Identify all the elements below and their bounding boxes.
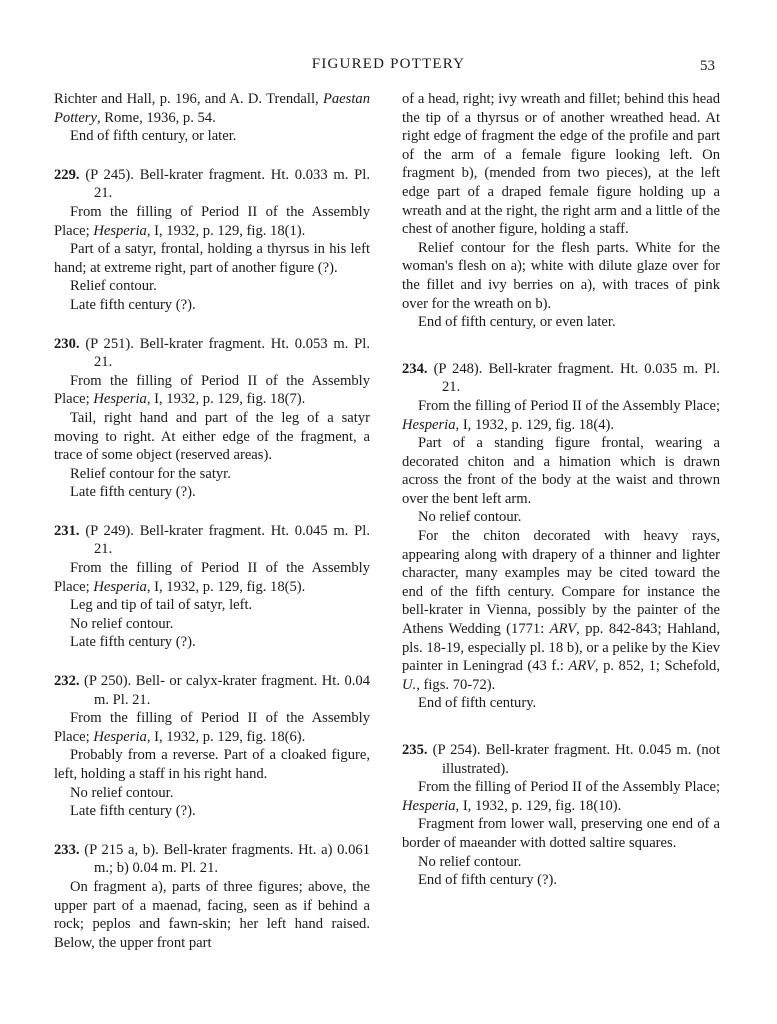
contour-note: No relief contour.	[70, 784, 174, 801]
date-note: End of fifth century (?).	[418, 872, 557, 889]
description: Part of a satyr, frontal, holding a thyrsus in his left hand; at extreme right, part of another figure (?).	[54, 241, 370, 276]
book-title: Paestan Pottery	[54, 91, 370, 126]
catalog-entry-233	[54, 841, 370, 953]
date-note: End of fifth century, or even later.	[418, 314, 616, 331]
date-note: Late fifth century (?).	[70, 484, 196, 501]
left-column	[54, 90, 370, 952]
entry-heading: 233. (P 215 a, b). Bell-krater fragments. Ht. a) 0.061 m.; b) 0.04 m. Pl. 21.	[54, 841, 370, 877]
continued-reference: Richter and Hall, p. 196, and A. D. Trendall, Paestan Pottery, Rome, 1936, p. 54.	[54, 91, 370, 126]
catalog-entry-235	[402, 741, 720, 890]
description: On fragment a), parts of three figures; above, the upper part of a maenad, facing, seen as if behind a rock; peplos and fawn-skin; her left hand raised. Below, the upper front part	[54, 878, 370, 951]
catalog-number: 231.	[54, 522, 80, 539]
catalog-entry-229	[54, 166, 370, 315]
catalog-number: 230.	[54, 335, 80, 352]
provenance: From the filling of Period II of the Assembly Place; Hesperia, I, 1932, p. 129, fig. 18(4).	[402, 397, 720, 433]
catalog-entry-232	[54, 672, 370, 821]
catalog-entry-231	[54, 522, 370, 652]
right-column	[402, 90, 720, 890]
catalog-number: 229.	[54, 166, 80, 183]
contour-note: Relief contour.	[70, 278, 157, 295]
date-note: Late fifth century (?).	[70, 634, 196, 651]
entry-heading: 232. (P 250). Bell- or calyx-krater fragment. Ht. 0.04 m. Pl. 21.	[54, 673, 370, 708]
catalog-number: 234.	[402, 360, 428, 377]
discussion: For the chiton decorated with heavy rays, appearing along with drapery of a thinner and lighter character, many examples may be cited toward the end of the fifth century. Compare for instance the bell-krater in Vienna, possibly by the painter of the Athens Wedding (1771: ARV, pp. 842-843; Hahland, pls. 18-19, especially pl. 18 b), or a pelike by the Kiev painter in Leningrad (43 f.: ARV, p. 852, 1; Schefold, U., figs. 70-72).	[402, 528, 720, 693]
page-number: 53	[700, 58, 715, 74]
catalog-number: 235.	[402, 742, 428, 758]
catalog-number: 232.	[54, 673, 80, 690]
provenance: From the filling of Period II of the Assembly Place; Hesperia, I, 1932, p. 129, fig. 18(1).	[54, 203, 370, 239]
entry-heading: 231. (P 249). Bell-krater fragment. Ht. 0.045 m. Pl. 21.	[54, 522, 370, 558]
description: of a head, right; ivy wreath and fillet; behind this head the tip of a thyrsus or of another wreathed head. At right edge of fragment the edge of the profile and part of the arm of a female figure looking left. On fragment b), (mended from two pieces), at the left edge part of a draped female figure holding up a wreath and at the right, the right arm and a little of the chest of another figure, holding a staff.	[402, 91, 720, 238]
contour-note: Relief contour for the flesh parts. White for the woman's flesh on a); white with dilute glaze over for the fillet and ivy berries on a), with traces of pink over for the wreath on b).	[402, 239, 720, 312]
provenance: From the filling of Period II of the Assembly Place; Hesperia, I, 1932, p. 129, fig. 18(7).	[54, 372, 370, 408]
entry-heading: 229. (P 245). Bell-krater fragment. Ht. 0.033 m. Pl. 21.	[54, 166, 370, 202]
provenance: From the filling of Period II of the Assembly Place; Hesperia, I, 1932, p. 129, fig. 18(6).	[54, 710, 370, 745]
provenance: From the filling of Period II of the Assembly Place; Hesperia, I, 1932, p. 129, fig. 18(10).	[402, 779, 720, 814]
description: Probably from a reverse. Part of a cloaked figure, left, holding a staff in his right hand.	[54, 747, 370, 782]
catalog-number: 233.	[54, 841, 80, 858]
date-note: End of fifth century.	[418, 695, 537, 712]
running-header: FIGURED POTTERY	[311, 56, 466, 72]
description: Tail, right hand and part of the leg of a satyr moving to right. At either edge of the fragment, a trace of some object (reserved areas).	[54, 409, 370, 464]
catalog-entry-234	[402, 360, 720, 713]
description: Leg and tip of tail of satyr, left.	[70, 597, 253, 614]
entry-heading: 230. (P 251). Bell-krater fragment. Ht. 0.053 m. Pl. 21.	[54, 335, 370, 371]
contour-note: No relief contour.	[418, 853, 522, 870]
date-note: Late fifth century (?).	[70, 803, 196, 820]
contour-note: No relief contour.	[418, 509, 522, 526]
description: Part of a standing figure frontal, wearing a decorated chiton and a himation which is drawn across the front of the body at the waist and thrown over the bent left arm.	[402, 435, 720, 507]
provenance: From the filling of Period II of the Assembly Place; Hesperia, I, 1932, p. 129, fig. 18(5).	[54, 560, 370, 595]
contour-note: Relief contour for the satyr.	[70, 465, 231, 482]
entry-heading: 234. (P 248). Bell-krater fragment. Ht. 0.035 m. Pl. 21.	[402, 360, 720, 396]
contour-note: No relief contour.	[70, 615, 174, 632]
entry-heading: 235. (P 254). Bell-krater fragment. Ht. 0.045 m. (not illustrated).	[402, 742, 720, 777]
description: Fragment from lower wall, preserving one end of a border of maeander with dotted saltire squares.	[402, 816, 720, 851]
catalog-entry-233-continued	[402, 90, 720, 332]
catalog-entry-230	[54, 335, 370, 502]
date-note: End of fifth century, or later.	[70, 128, 237, 145]
date-note: Late fifth century (?).	[70, 296, 196, 313]
